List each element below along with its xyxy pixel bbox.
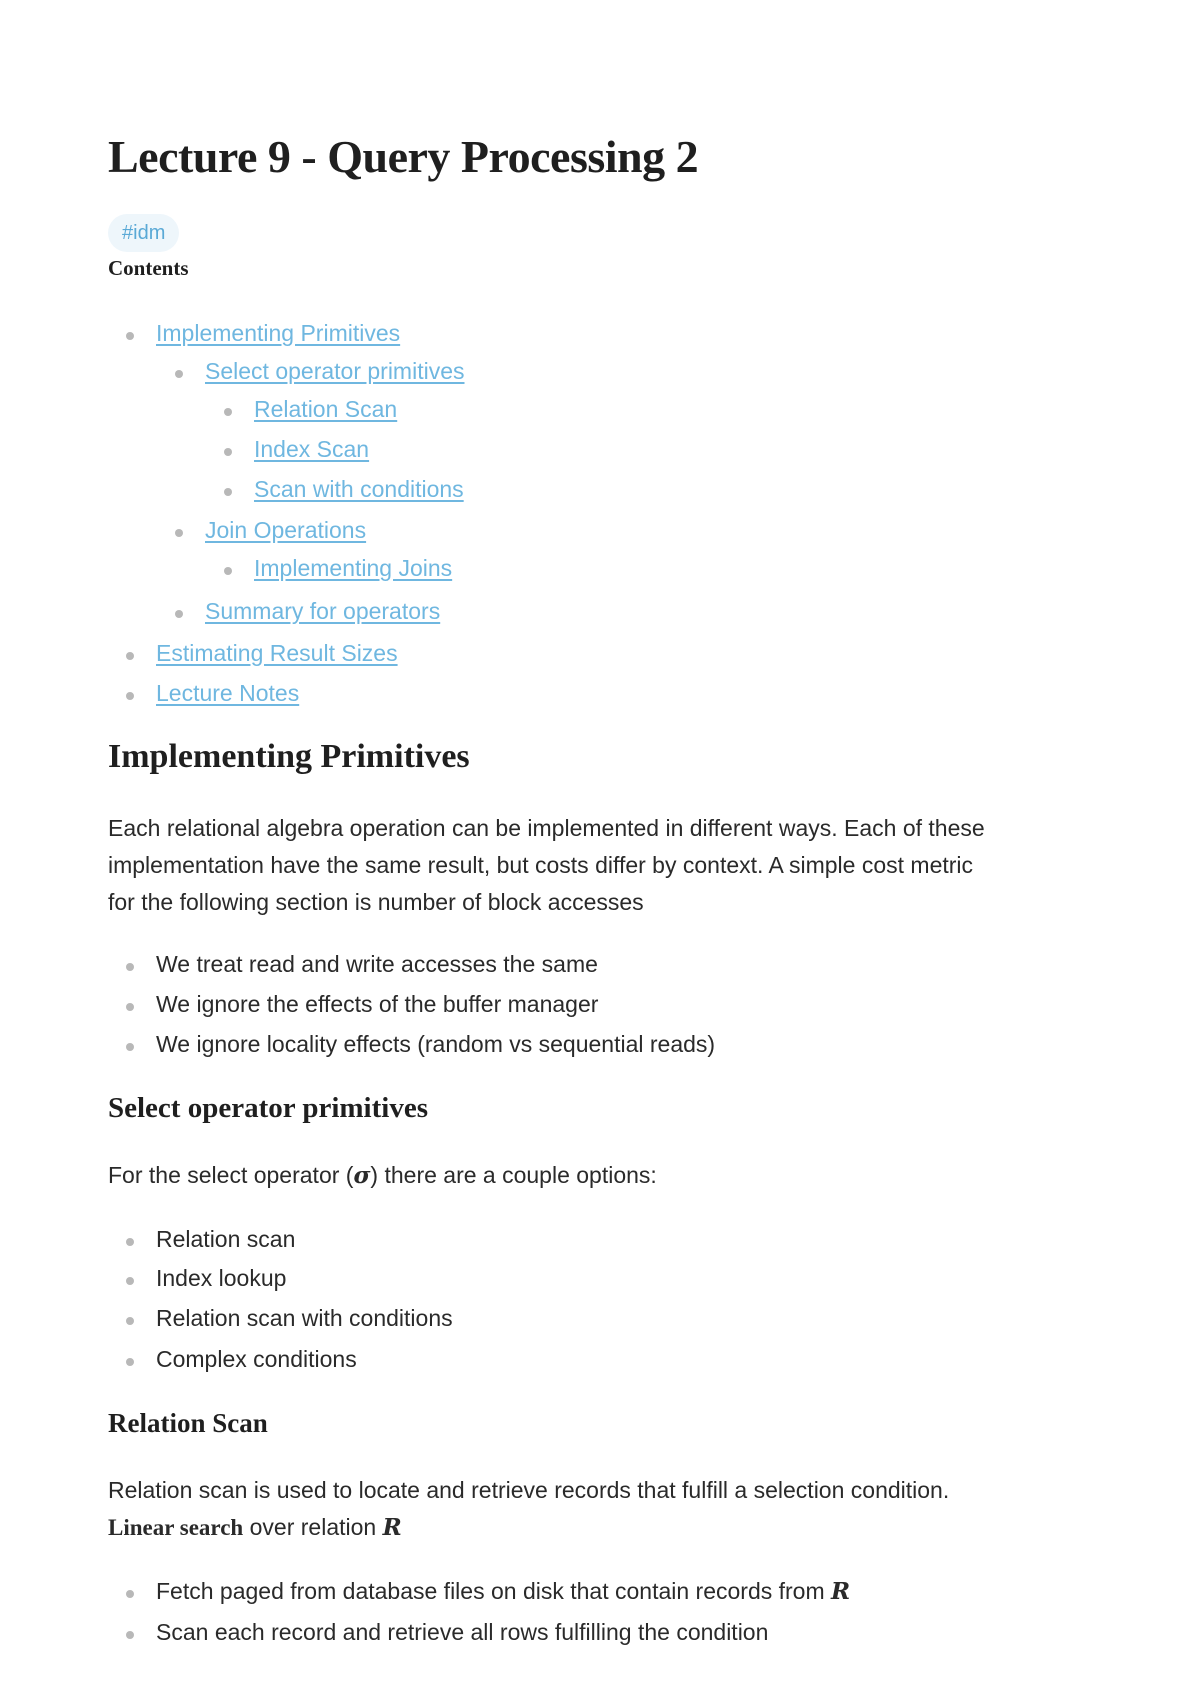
toc-link-join-operations[interactable]: Join Operations	[205, 517, 367, 543]
list-item-text: Complex conditions	[156, 1346, 357, 1372]
bullet-icon	[126, 1358, 134, 1366]
heading-implementing-primitives: Implementing Primitives	[108, 738, 470, 775]
toc-item-lecture-notes	[156, 680, 299, 707]
paragraph-line: Each relational algebra operation can be implemented in different ways. Each of these	[108, 815, 985, 841]
toc-link-index-scan[interactable]: Index Scan	[254, 436, 370, 462]
toc-link-estimating-result-sizes[interactable]: Estimating Result Sizes	[156, 640, 398, 666]
toc-item-implementing-primitives	[156, 320, 400, 347]
list-item-text: Relation scan	[156, 1226, 296, 1252]
bullet-icon	[126, 332, 134, 340]
bullet-icon	[224, 408, 232, 416]
linear-search-text: over relation	[243, 1514, 383, 1540]
list-item	[156, 1031, 715, 1058]
toc-item-index-scan	[254, 436, 369, 463]
relation-symbol: R	[382, 1514, 402, 1541]
sigma-symbol: σ	[353, 1162, 371, 1189]
toc-item-select-operator-primitives	[205, 358, 465, 385]
contents-label: Contents	[108, 256, 189, 280]
relation-scan-paragraph	[108, 1472, 1108, 1546]
toc-link-lecture-notes[interactable]: Lecture Notes	[156, 680, 300, 706]
toc-link-implementing-primitives[interactable]: Implementing Primitives	[156, 320, 401, 346]
bullet-icon	[175, 370, 183, 378]
implementing-paragraph	[108, 810, 1108, 921]
list-item-text: Fetch paged from database files on disk that contain records from	[156, 1578, 832, 1604]
paragraph-line: Relation scan is used to locate and retrieve records that fulfill a selection condition.	[108, 1477, 950, 1503]
list-item-text: Relation scan with conditions	[156, 1305, 453, 1331]
bullet-icon	[224, 448, 232, 456]
bullet-icon	[126, 963, 134, 971]
relation-symbol: R	[831, 1578, 851, 1605]
list-item	[156, 991, 598, 1018]
toc-item-summary-for-operators	[205, 598, 440, 625]
toc-link-select-operator-primitives[interactable]: Select operator primitives	[205, 358, 465, 384]
select-intro	[108, 1157, 1108, 1194]
toc-item-estimating-result-sizes	[156, 640, 398, 667]
bullet-icon	[126, 1631, 134, 1639]
bullet-icon	[126, 1043, 134, 1051]
list-item-text: We ignore the effects of the buffer manager	[156, 991, 599, 1017]
list-item-text: We treat read and write accesses the same	[156, 951, 598, 977]
list-item-text: Index lookup	[156, 1265, 287, 1291]
toc-link-summary-for-operators[interactable]: Summary for operators	[205, 598, 441, 624]
linear-search-line	[108, 1509, 1108, 1546]
bullet-icon	[126, 1277, 134, 1285]
bullet-icon	[126, 692, 134, 700]
bullet-icon	[224, 567, 232, 575]
select-intro-text: For the select operator (	[108, 1162, 354, 1188]
toc-item-implementing-joins	[254, 555, 452, 582]
toc-link-relation-scan[interactable]: Relation Scan	[254, 396, 398, 422]
paragraph-line: for the following section is number of block accesses	[108, 889, 644, 915]
bullet-icon	[126, 652, 134, 660]
bullet-icon	[175, 610, 183, 618]
toc-link-scan-with-conditions[interactable]: Scan with conditions	[254, 476, 464, 502]
list-item	[156, 951, 598, 978]
heading-relation-scan: Relation Scan	[108, 1408, 268, 1438]
bullet-icon	[126, 1003, 134, 1011]
toc-item-relation-scan	[254, 396, 397, 423]
bullet-icon	[175, 529, 183, 537]
bullet-icon	[126, 1590, 134, 1598]
linear-search-label: Linear search	[108, 1515, 244, 1540]
bullet-icon	[126, 1238, 134, 1246]
list-item	[156, 1346, 357, 1373]
list-item-text: We ignore locality effects (random vs sequential reads)	[156, 1031, 716, 1057]
page-title: Lecture 9 - Query Processing 2	[108, 131, 699, 182]
toc-item-scan-with-conditions	[254, 476, 464, 503]
toc-item-join-operations	[205, 517, 366, 544]
list-item	[156, 1265, 286, 1292]
heading-select-operator-primitives: Select operator primitives	[108, 1092, 428, 1124]
bullet-icon	[224, 488, 232, 496]
tag-idm[interactable]: #idm	[108, 214, 179, 252]
list-item	[156, 1578, 850, 1605]
toc-link-implementing-joins[interactable]: Implementing Joins	[254, 555, 453, 581]
bullet-icon	[126, 1317, 134, 1325]
list-item	[156, 1619, 768, 1646]
paragraph-line: implementation have the same result, but costs differ by context. A simple cost metric	[108, 852, 974, 878]
list-item	[156, 1226, 295, 1253]
list-item-text: Scan each record and retrieve all rows fulfilling the condition	[156, 1619, 769, 1645]
list-item	[156, 1305, 453, 1332]
select-intro-text-end: ) there are a couple options:	[370, 1162, 657, 1188]
